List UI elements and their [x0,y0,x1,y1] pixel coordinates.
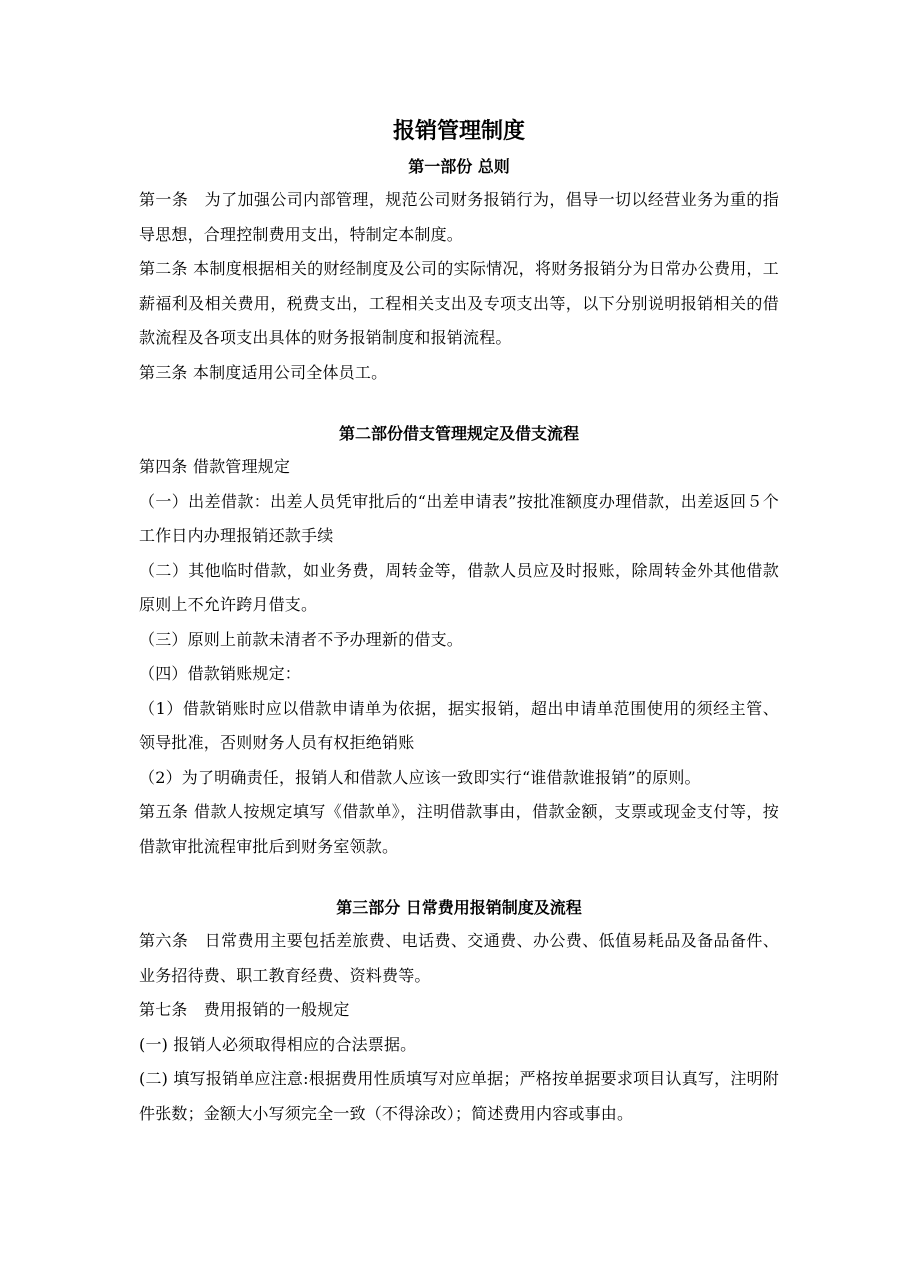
clause-travel-loan: （一）出差借款：出差人员凭审批后的“出差申请表”按批准额度办理借款，出差返回５个工作日内办理报销还款手续 [139,491,779,545]
article-2: 第二条 本制度根据相关的财经制度及公司的实际情况，将财务报销分为日常办公费用，工薪福利及相关费用，税费支出，工程相关支出及专项支出等，以下分别说明报销相关的借款流程及各项支出具体的财务报销制度和报销流程。 [139,259,779,347]
section-heading: 第三部分 日常费用报销制度及流程 [336,898,582,917]
rule-legal-receipts: (一) 报销人必须取得相应的合法票据。 [139,1034,417,1054]
article-3: 第三条 本制度适用公司全体员工。 [139,362,388,382]
section-general [139,150,779,390]
clause-temporary-loan: （二）其他临时借款，如业务费，周转金等，借款人员应及时报账，除周转金外其他借款原则上不允许跨月借支。 [139,560,779,614]
section-heading: 第二部份借支管理规定及借支流程 [338,424,579,443]
clause-outstanding-loan: （三）原则上前款未清者不予办理新的借支。 [139,629,464,649]
rule-fill-form: (二) 填写报销单应注意:根据费用性质填写对应单据；严格按单据要求项目认真写，注明附件张数；金额大小写须完全一致（不得涂改）；简述费用内容或事由。 [139,1069,779,1123]
article-5: 第五条 借款人按规定填写《借款单》，注明借款事由，借款金额，支票或现金支付等，按借款审批流程审批后到财务室领款。 [139,802,779,856]
section-loan-management [139,417,779,864]
writeoff-rule-2: （2）为了明确责任，报销人和借款人应该一致即实行“谁借款谁报销”的原则。 [139,767,701,787]
writeoff-rule-1: （1）借款销账时应以借款申请单为依据，据实报销，超出申请单范围使用的须经主管、领导批准，否则财务人员有权拒绝销账 [139,698,779,752]
clause-loan-writeoff: （四）借款销账规定： [139,664,302,683]
document-page [139,116,779,1131]
article-1: 第一条 为了加强公司内部管理，规范公司财务报销行为，倡导一切以经营业务为重的指导思想，合理控制费用支出，特制定本制度。 [139,190,779,244]
article-4: 第四条 借款管理规定 [139,457,291,476]
article-7: 第七条 费用报销的一般规定 [139,1000,350,1019]
section-heading: 第一部份 总则 [408,157,510,176]
article-6: 第六条 日常费用主要包括差旅费、电话费、交通费、办公费、低值易耗品及备品备件、业务招待费、职工教育经费、资料费等。 [139,931,779,985]
document-title: 报销管理制度 [392,119,525,144]
section-daily-expenses [139,891,779,1131]
